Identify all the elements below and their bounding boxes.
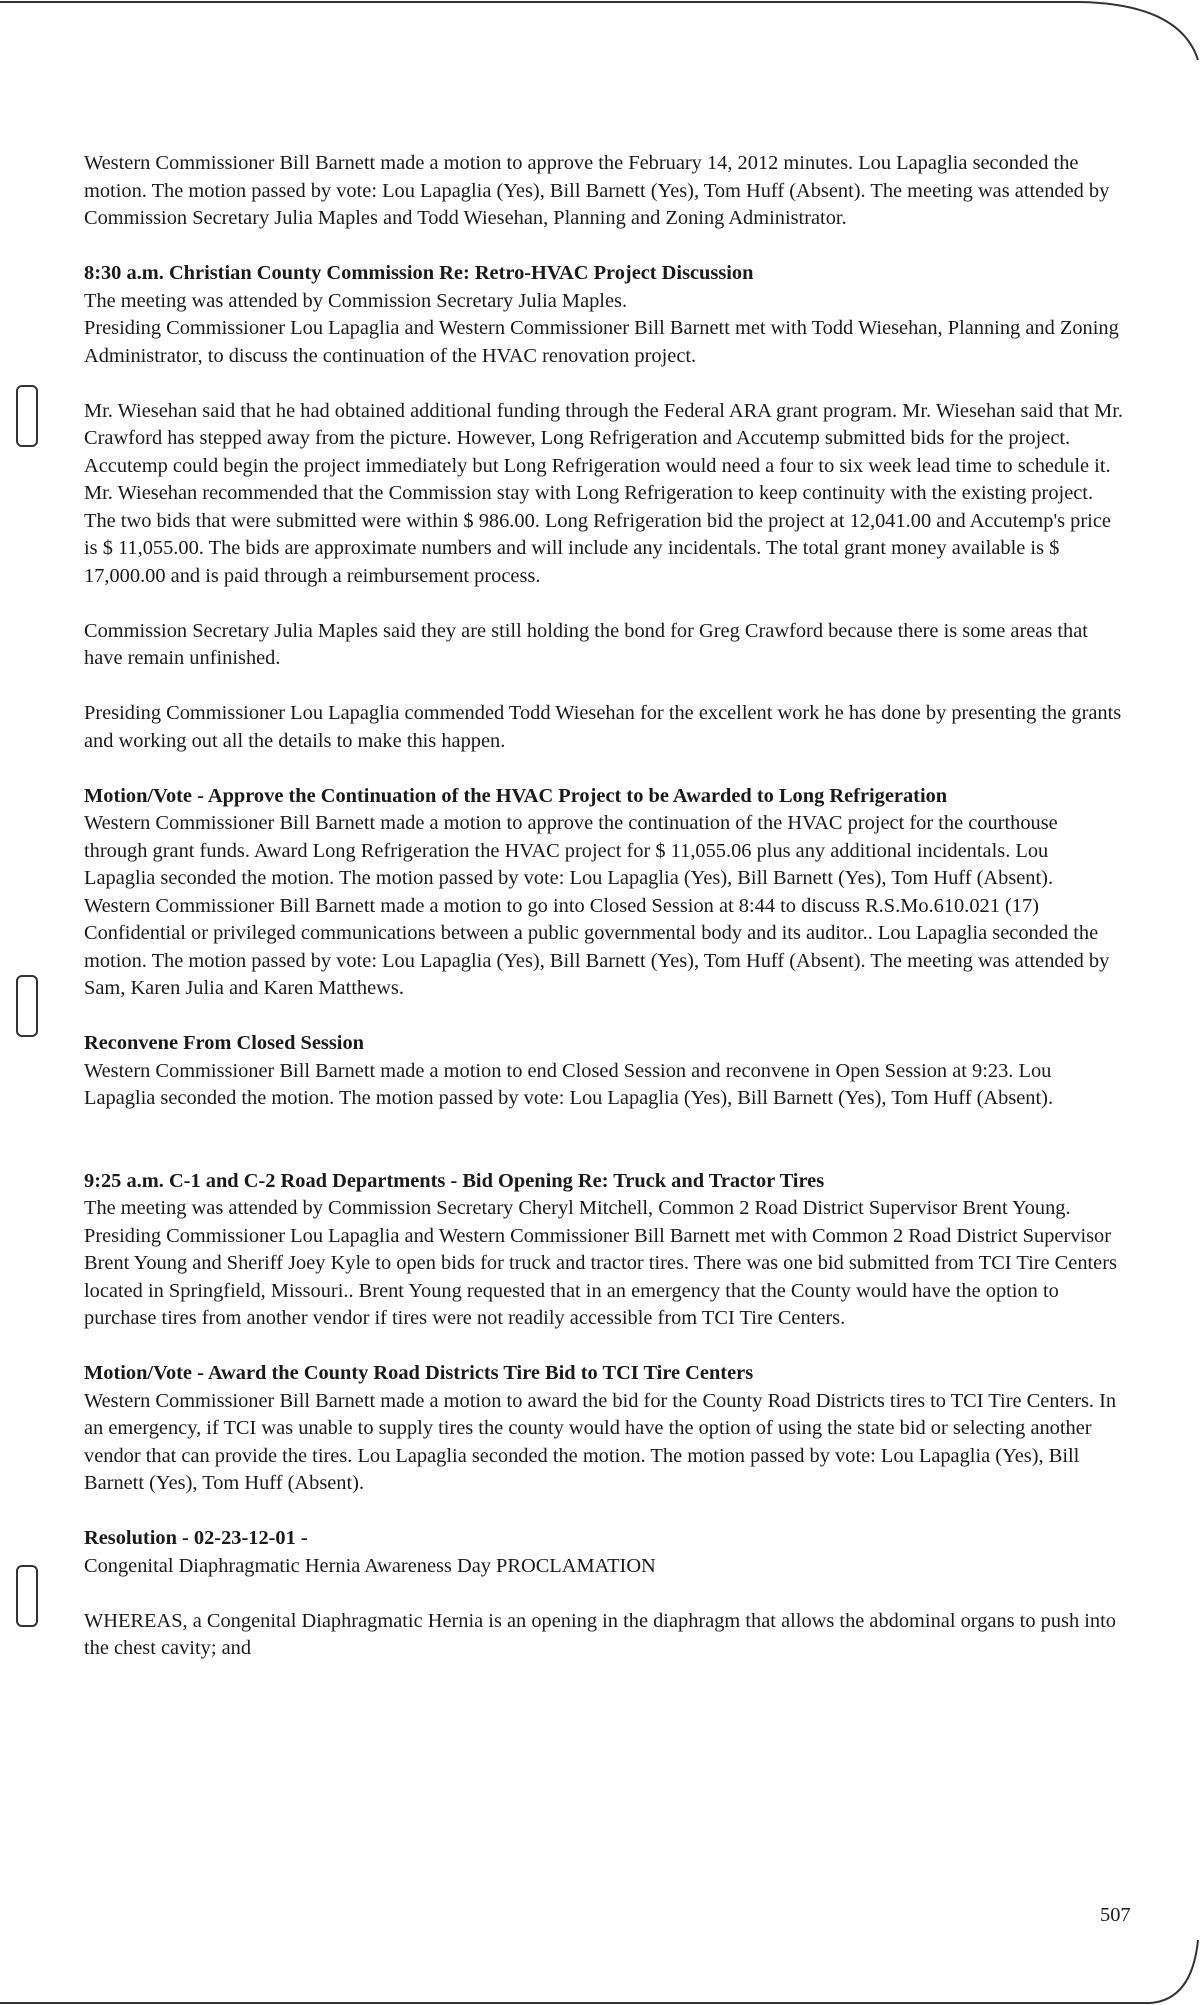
paragraph (84, 1195, 1124, 1333)
binder-hole-mark (16, 385, 38, 447)
paragraph-text: The meeting was attended by Commission Secretary Cheryl Mitchell, Common 2 Road District Supervisor Brent Young. (84, 1197, 1071, 1219)
section-heading: Resolution - 02-23-12-01 - (84, 1527, 308, 1549)
paragraph-text: Western Commissioner Bill Barnett made a motion to approve the continuation of the HVAC project for the courthouse through grant funds. Award Long Refrigeration the HVAC project for $ 11,055.06 plus any additional incidentals. Lou Lapaglia seconded the motion. The motion passed by vote: Lou Lapaglia (Yes), Bill Barnett (Yes), Tom Huff (Absent). (84, 812, 1058, 889)
binder-hole-mark (16, 1565, 38, 1627)
section-heading: Motion/Vote - Award the County Road Districts Tire Bid to TCI Tire Centers (84, 1362, 754, 1384)
paragraph-text: Presiding Commissioner Lou Lapaglia commended Todd Wiesehan for the excellent work he has done by presenting the grants and working out all the details to make this happen. (84, 702, 1122, 752)
paragraph-text: Western Commissioner Bill Barnett made a motion to end Closed Session and reconvene in Open Session at 9:23. Lou Lapaglia seconded the motion. The motion passed by vote: Lou Lapaglia (Yes), Bill Barnett (Yes), Tom Huff (Absent). (84, 1059, 1054, 1109)
paragraph (84, 150, 1124, 233)
paragraph-text: Western Commissioner Bill Barnett made a motion to approve the February 14, 2012 minutes. Lou Lapaglia seconded the motion. The motion passed by vote: Lou Lapaglia (Yes), Bill Barnett (Yes), Tom Huff (Absent). The meeting was attended by Commission Secretary Julia Maples and Todd Wiesehan, Planning and Zoning Administrator. (84, 152, 1110, 229)
section-heading: Reconvene From Closed Session (84, 1032, 364, 1054)
page-number: 507 (1100, 1904, 1131, 1926)
paragraph-text: Presiding Commissioner Lou Lapaglia and Western Commissioner Bill Barnett met with Todd Wiesehan, Planning and Zoning Administrator, to discuss the continuation of the HVAC renovation project. (84, 317, 1119, 367)
binder-hole-mark (16, 975, 38, 1037)
paragraph-text: Mr. Wiesehan said that he had obtained additional funding through the Federal ARA grant program. Mr. Wiesehan said that Mr. Crawford has stepped away from the picture. However, Long Refrigeration and Accutemp submitted bids for the project. Accutemp could begin the project immediately but Long Refrigeration would need a four to six week lead time to schedule it. Mr. Wiesehan recommended that the Commission stay with Long Refrigeration to keep continuity with the existing project. The two bids that were submitted were within $ 986.00. Long Refrigeration bid the project at 12,041.00 and Accutemp's price is $ 11,055.00. The bids are approximate numbers and will include any incidentals. The total grant money available is $ 17,000.00 and is paid through a reimbursement process. (84, 399, 1124, 587)
paragraph (84, 1058, 1124, 1113)
paragraph (84, 288, 1124, 371)
section-heading: 8:30 a.m. Christian County Commission Re: Retro-HVAC Project Discussion (84, 262, 754, 284)
paragraph (84, 1388, 1124, 1498)
paragraph (84, 1553, 1124, 1581)
paragraph-text: Presiding Commissioner Lou Lapaglia and Western Commissioner Bill Barnett met with Common 2 Road District Supervisor Brent Young and Sheriff Joey Kyle to open bids for truck and tractor tires. There was one bid submitted from TCI Tire Centers located in Springfield, Missouri.. Brent Young requested that in an emergency that the County would have the option to purchase tires from another vendor if tires were not readily accessible from TCI Tire Centers. (84, 1224, 1117, 1329)
minutes-body (84, 150, 1124, 1690)
paragraph-text: WHEREAS, a Congenital Diaphragmatic Hernia is an opening in the diaphragm that allows the abdominal organs to push into the chest cavity; and (84, 1609, 1116, 1659)
paragraph-text: The meeting was attended by Commission Secretary Julia Maples. (84, 289, 628, 312)
section-heading: 9:25 a.m. C-1 and C-2 Road Departments - Bid Opening Re: Truck and Tractor Tires (84, 1169, 825, 1192)
paragraph-text: Commission Secretary Julia Maples said they are still holding the bond for Greg Crawford because there is some areas that have remain unfinished. (84, 619, 1088, 669)
paragraph (84, 398, 1124, 591)
paragraph (84, 618, 1124, 673)
paragraph (84, 700, 1124, 755)
paragraph (84, 1608, 1124, 1663)
paragraph-text: Congenital Diaphragmatic Hernia Awareness Day PROCLAMATION (84, 1554, 656, 1577)
section-heading: Motion/Vote - Approve the Continuation of the HVAC Project to be Awarded to Long Refrigeration (84, 784, 948, 807)
paragraph-text: Western Commissioner Bill Barnett made a motion to award the bid for the County Road Districts tires to TCI Tire Centers. In an emergency, if TCI was unable to supply tires the county would have the option of using the state bid or selecting another vendor that can provide the tires. Lou Lapaglia seconded the motion. The motion passed by vote: Lou Lapaglia (Yes), Bill Barnett (Yes), Tom Huff (Absent). (84, 1389, 1117, 1494)
paragraph (84, 810, 1124, 1003)
paragraph-text: Western Commissioner Bill Barnett made a motion to go into Closed Session at 8:44 to discuss R.S.Mo.610.021 (17) Confidential or privileged communications between a public governmental body and its auditor.. Lou Lapaglia seconded the motion. The motion passed by vote: Lou Lapaglia (Yes), Bill Barnett (Yes), Tom Huff (Absent). The meeting was attended by Sam, Karen Julia and Karen Matthews. (84, 894, 1110, 999)
